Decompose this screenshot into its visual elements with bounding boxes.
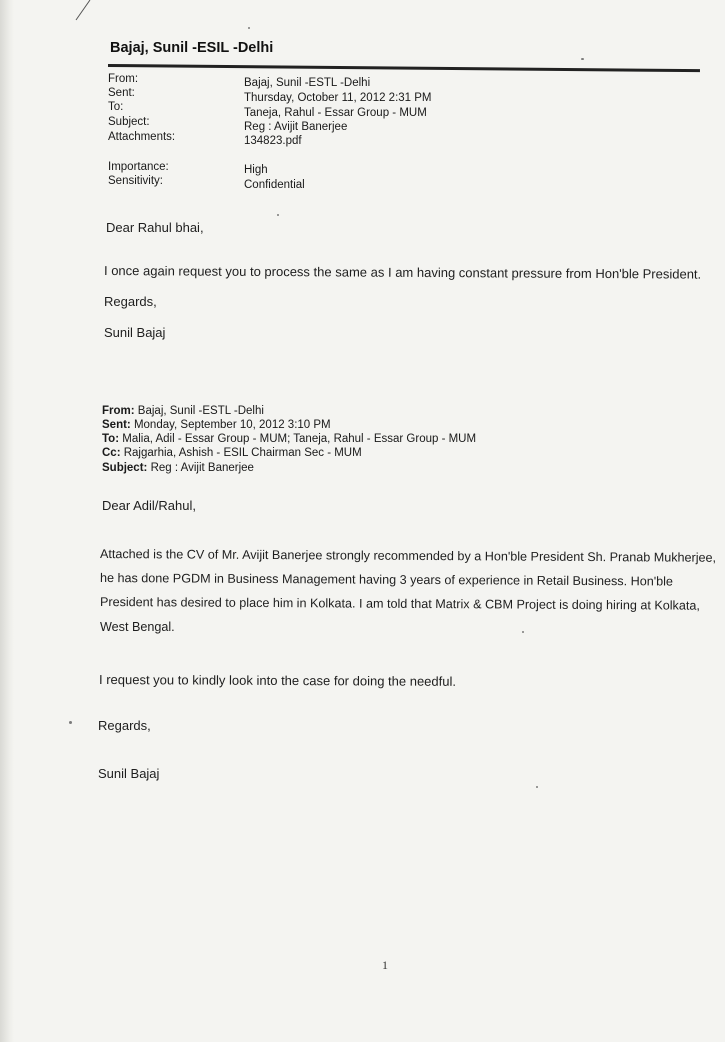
- email1-from-label: From:: [108, 73, 139, 85]
- email1-attachments-label: Attachments:: [108, 131, 176, 143]
- email2-signature: Sunil Bajaj: [98, 766, 160, 781]
- sender-title: Bajaj, Sunil -ESIL -Delhi: [110, 40, 274, 56]
- email1-subject-label: Subject:: [108, 116, 150, 128]
- title-rule: [108, 64, 700, 72]
- email2-request: I request you to kindly look into the case for doing the needful.: [98, 672, 457, 689]
- scan-speck: [69, 721, 72, 724]
- email2-body-line: West Bengal.: [100, 620, 175, 634]
- email2-to-label: To:: [102, 433, 120, 445]
- scan-speck: [581, 58, 584, 60]
- email2-body-line: he has done PGDM in Business Management having 3 years of experience in Retail Business. Hon'ble: [99, 571, 673, 589]
- email2-to-line: [102, 432, 476, 446]
- email1-signature: Sunil Bajaj: [104, 325, 166, 340]
- scan-speck: [277, 214, 279, 216]
- email1-sensitivity-label: Sensitivity:: [108, 175, 163, 187]
- email1-greeting: Dear Rahul bhai,: [106, 220, 204, 235]
- email2-from-label: From:: [102, 405, 135, 417]
- email1-sent-value: Thursday, October 11, 2012 2:31 PM: [244, 92, 432, 104]
- email1-importance-label: Importance:: [108, 161, 169, 173]
- email2-greeting: Dear Adil/Rahul,: [102, 498, 196, 513]
- scan-corner-mark: [62, 0, 102, 22]
- email2-sent-line: [102, 418, 331, 432]
- email2-cc-label: Cc:: [102, 447, 121, 459]
- email1-to-value: Taneja, Rahul - Essar Group - MUM: [244, 107, 427, 119]
- email2-to-value: Malia, Adil - Essar Group - MUM; Taneja, Rahul - Essar Group - MUM: [122, 433, 477, 445]
- email1-from-value: Bajaj, Sunil -ESTL -Delhi: [244, 77, 371, 89]
- email2-cc-value: Rajgarhia, Ashish - ESIL Chairman Sec - MUM: [123, 447, 362, 459]
- scan-speck: [248, 27, 250, 29]
- email1-subject-value: Reg : Avijit Banerjee: [244, 121, 348, 133]
- email2-body-line: Attached is the CV of Mr. Avijit Banerjee strongly recommended by a Hon'ble President Sh. Pranab Mukherjee,: [99, 547, 717, 565]
- email1-importance-value: High: [244, 164, 268, 176]
- email1-closing: Regards,: [104, 294, 157, 309]
- email1-body: I once again request you to process the same as I am having constant pressure from Hon'ble President.: [103, 263, 702, 282]
- email2-subject-line: [102, 461, 254, 475]
- email2-closing: Regards,: [98, 718, 151, 733]
- email2-cc-line: [102, 446, 362, 460]
- scan-speck: [522, 631, 524, 633]
- scan-left-edge: [0, 0, 14, 1042]
- email2-body-line: President has desired to place him in Kolkata. I am told that Matrix & CBM Project is doing hiring at Kolkata,: [99, 595, 700, 613]
- email2-sent-value: Monday, September 10, 2012 3:10 PM: [133, 419, 331, 431]
- email1-to-label: To:: [108, 101, 124, 113]
- scan-speck: [536, 786, 538, 788]
- email2-subject-label: Subject:: [102, 462, 148, 474]
- email2-subject-value: Reg : Avijit Banerjee: [150, 462, 254, 474]
- email2-from-line: [102, 404, 264, 418]
- email2-sent-label: Sent:: [102, 419, 131, 431]
- email1-sent-label: Sent:: [108, 87, 135, 99]
- email1-sensitivity-value: Confidential: [244, 179, 305, 191]
- page-number: 1: [382, 958, 388, 972]
- email1-attachment-file[interactable]: 134823.pdf: [244, 135, 302, 147]
- email2-from-value: Bajaj, Sunil -ESTL -Delhi: [137, 405, 264, 417]
